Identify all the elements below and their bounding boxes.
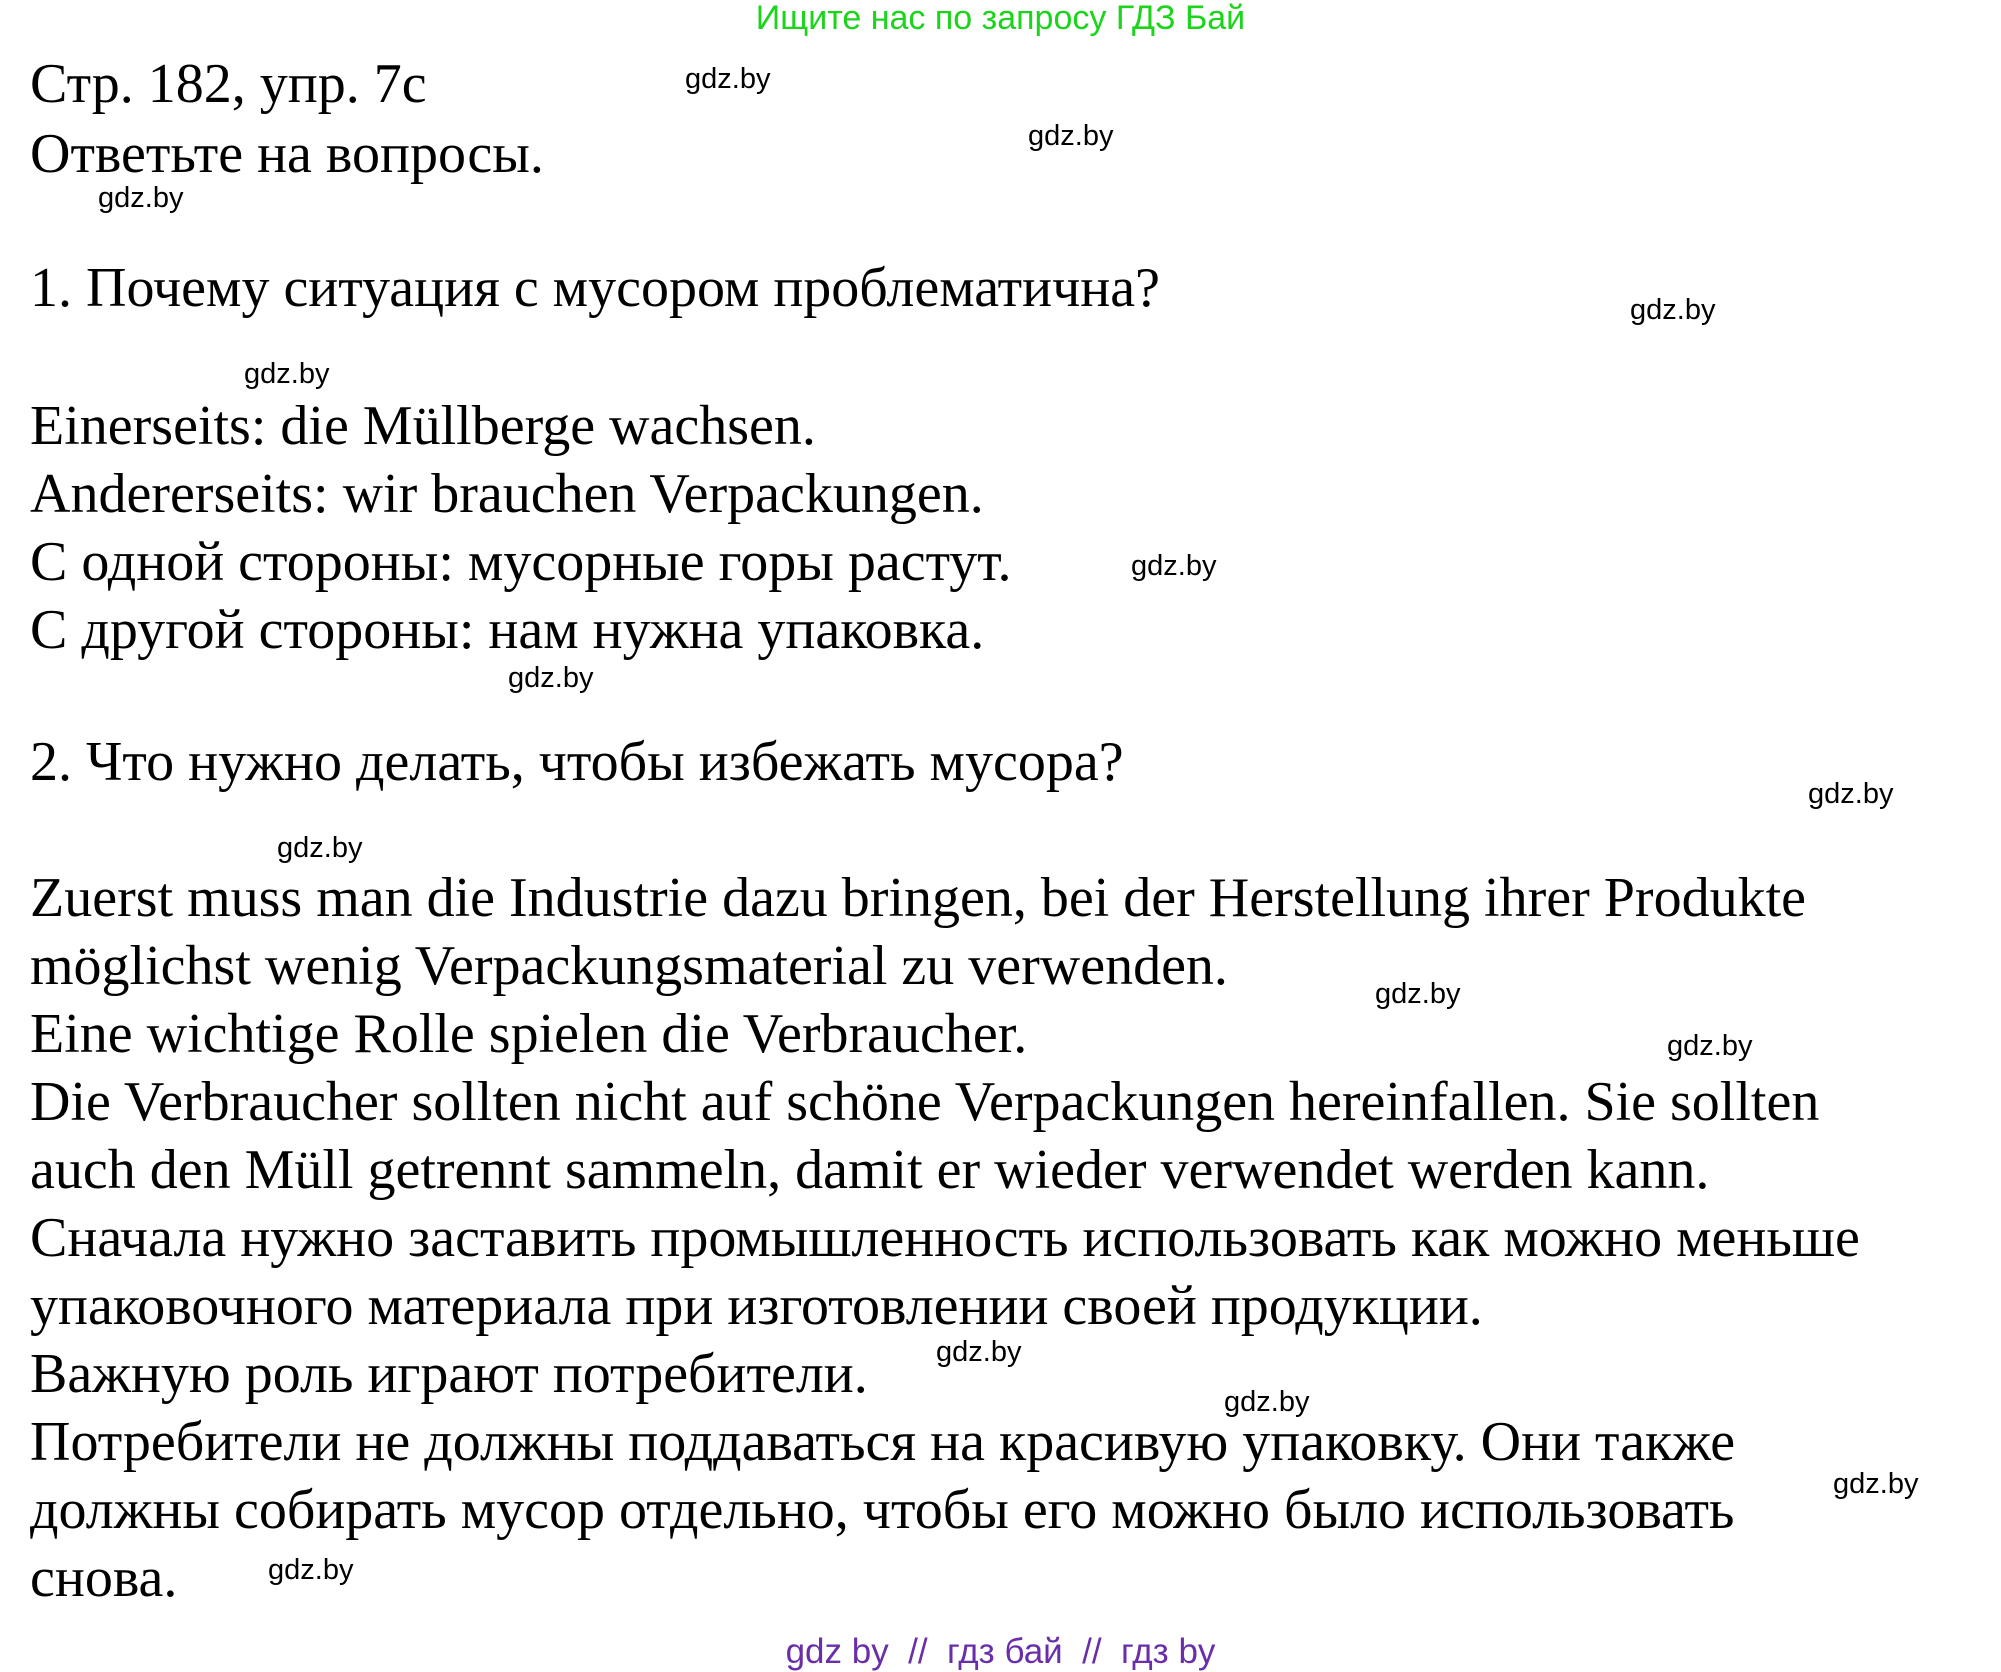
question-2: 2. Что нужно делать, чтобы избежать мусора? bbox=[30, 731, 1124, 793]
answer-line: Потребители не должны поддаваться на красивую упаковку. Они также bbox=[30, 1411, 1736, 1473]
watermark: gdz.by bbox=[277, 832, 363, 864]
watermark: gdz.by bbox=[1028, 120, 1114, 152]
watermark: gdz.by bbox=[1224, 1386, 1310, 1418]
page-title: Стр. 182, упр. 7c bbox=[30, 53, 427, 115]
answer-line: упаковочного материала при изготовлении своей продукции. bbox=[30, 1275, 1483, 1337]
answer-line: Сначала нужно заставить промышленность использовать как можно меньше bbox=[30, 1207, 1860, 1269]
answer-line: Eine wichtige Rolle spielen die Verbraucher. bbox=[30, 1003, 1028, 1065]
answer-line: möglichst wenig Verpackungsmaterial zu verwenden. bbox=[30, 935, 1228, 997]
answer-line: Die Verbraucher sollten nicht auf schöne Verpackungen hereinfallen. Sie sollten bbox=[30, 1071, 1820, 1133]
answer-line: должны собирать мусор отдельно, чтобы его можно было использовать bbox=[30, 1479, 1735, 1541]
watermark: gdz.by bbox=[685, 63, 771, 95]
watermark: gdz.by bbox=[244, 358, 330, 390]
answer-line: Важную роль играют потребители. bbox=[30, 1343, 868, 1405]
watermark: gdz.by bbox=[1131, 550, 1217, 582]
footer-links: gdz by // гдз бай // гдз by bbox=[785, 1632, 1216, 1671]
question-1: 1. Почему ситуация с мусором проблематична? bbox=[30, 257, 1160, 319]
watermark: gdz.by bbox=[1808, 778, 1894, 810]
watermark: gdz.by bbox=[936, 1336, 1022, 1368]
answer-line: снова. bbox=[30, 1547, 178, 1609]
search-banner: Ищите нас по запросу ГДЗ Бай bbox=[755, 0, 1246, 37]
answer-line: Einerseits: die Müllberge wachsen. bbox=[30, 395, 816, 457]
watermark: gdz.by bbox=[508, 662, 594, 694]
watermark: gdz.by bbox=[268, 1554, 354, 1586]
instruction: Ответьте на вопросы. bbox=[30, 123, 544, 185]
answer-line: С одной стороны: мусорные горы растут. bbox=[30, 531, 1012, 593]
answer-line: Zuerst muss man die Industrie dazu bringen, bei der Herstellung ihrer Produkte bbox=[30, 867, 1806, 929]
watermark: gdz.by bbox=[1833, 1468, 1919, 1500]
answer-line: С другой стороны: нам нужна упаковка. bbox=[30, 599, 985, 661]
answer-line: auch den Müll getrennt sammeln, damit er wieder verwendet werden kann. bbox=[30, 1139, 1710, 1201]
watermark: gdz.by bbox=[1667, 1030, 1753, 1062]
watermark: gdz.by bbox=[98, 182, 184, 214]
answer-line: Andererseits: wir brauchen Verpackungen. bbox=[30, 463, 984, 525]
watermark: gdz.by bbox=[1630, 294, 1716, 326]
watermark: gdz.by bbox=[1375, 978, 1461, 1010]
